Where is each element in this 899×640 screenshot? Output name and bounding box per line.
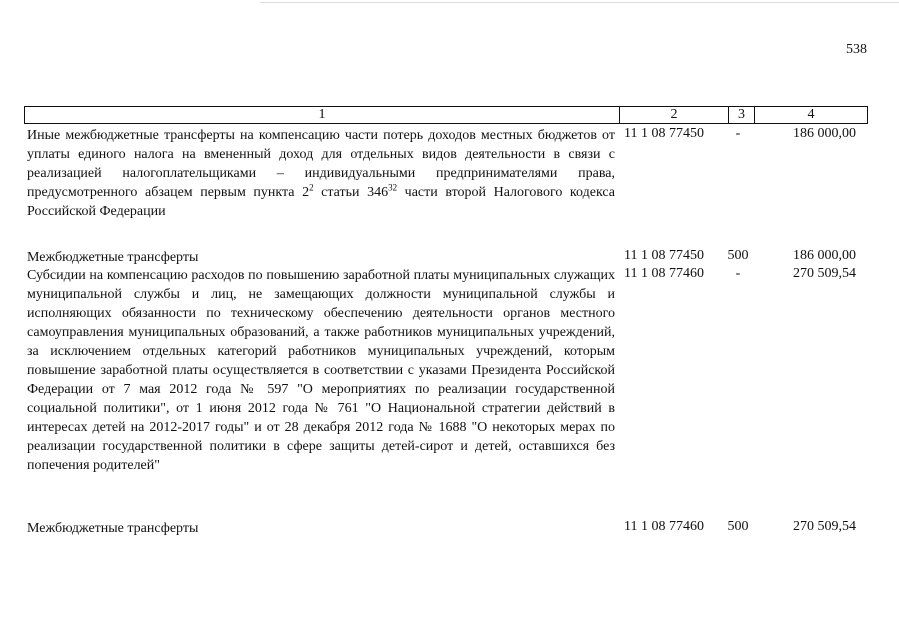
header-col-2: 2 [620, 107, 729, 123]
superscript: 32 [388, 182, 398, 193]
row-description [27, 126, 615, 221]
page-number: 538 [846, 42, 867, 57]
superscript: 2 [309, 182, 314, 193]
row-amount: 186 000,00 [793, 126, 856, 141]
row-code: 11 1 08 77460 [624, 266, 704, 281]
row-vr: - [735, 266, 741, 281]
table-header [24, 106, 868, 124]
row-description-text: части второй Налогового кодекса Российской Федерации [27, 185, 615, 219]
row-code: 11 1 08 77460 [624, 519, 704, 534]
header-col-4: 4 [807, 107, 815, 122]
row-code: 11 1 08 77450 [624, 126, 704, 141]
scan-artifact-line [260, 2, 899, 3]
row-description: Межбюджетные трансферты [27, 250, 199, 265]
row-description: Межбюджетные трансферты [27, 521, 199, 536]
row-amount: 270 509,54 [793, 266, 856, 281]
header-col-1: 1 [25, 107, 620, 123]
row-description-text: Иные межбюджетные трансферты на компенсацию части потерь доходов местных бюджетов от уплаты единого налога на вмененный доход для отдельных видов деятельности в связи с реализацией налогоплательщиками – индивидуальными предпринимателями права, предусмотренного абзацем первым пункта 2 [27, 128, 615, 200]
row-description: Субсидии на компенсацию расходов по повышению заработной платы муниципальных служащих муниципальной службы и лиц, не замещающих должности муниципальной службы и исполняющих обязанности по техническому обеспечению деятельности органов местного самоуправления муниципальных образований, а также работников муниципальных учреждений, за исключением отдельных категорий работников муниципальных учреждений, которым повышение заработной платы осуществляется в соответствии с указами Президента Российской Федерации от 7 мая 2012 года № 597 "О мероприятиях по реализации государственной социальной политики", от 1 июня 2012 года № 761 "О Национальной стратегии действий в интересах детей на 2012-2017 годы" и от 28 декабря 2012 года № 1688 "О некоторых мерах по реализации государственной политики в сфере защиты детей-сирот и детей, оставшихся без попечения родителей" [27, 268, 615, 473]
row-code: 11 1 08 77450 [624, 248, 704, 263]
row-vr: 500 [727, 248, 749, 263]
row-amount: 270 509,54 [793, 519, 856, 534]
row-vr: - [735, 126, 741, 141]
header-col-3: 3 [729, 107, 755, 123]
row-vr: 500 [727, 519, 749, 534]
row-amount: 186 000,00 [793, 248, 856, 263]
row-description-text: статьи 346 [313, 185, 389, 200]
